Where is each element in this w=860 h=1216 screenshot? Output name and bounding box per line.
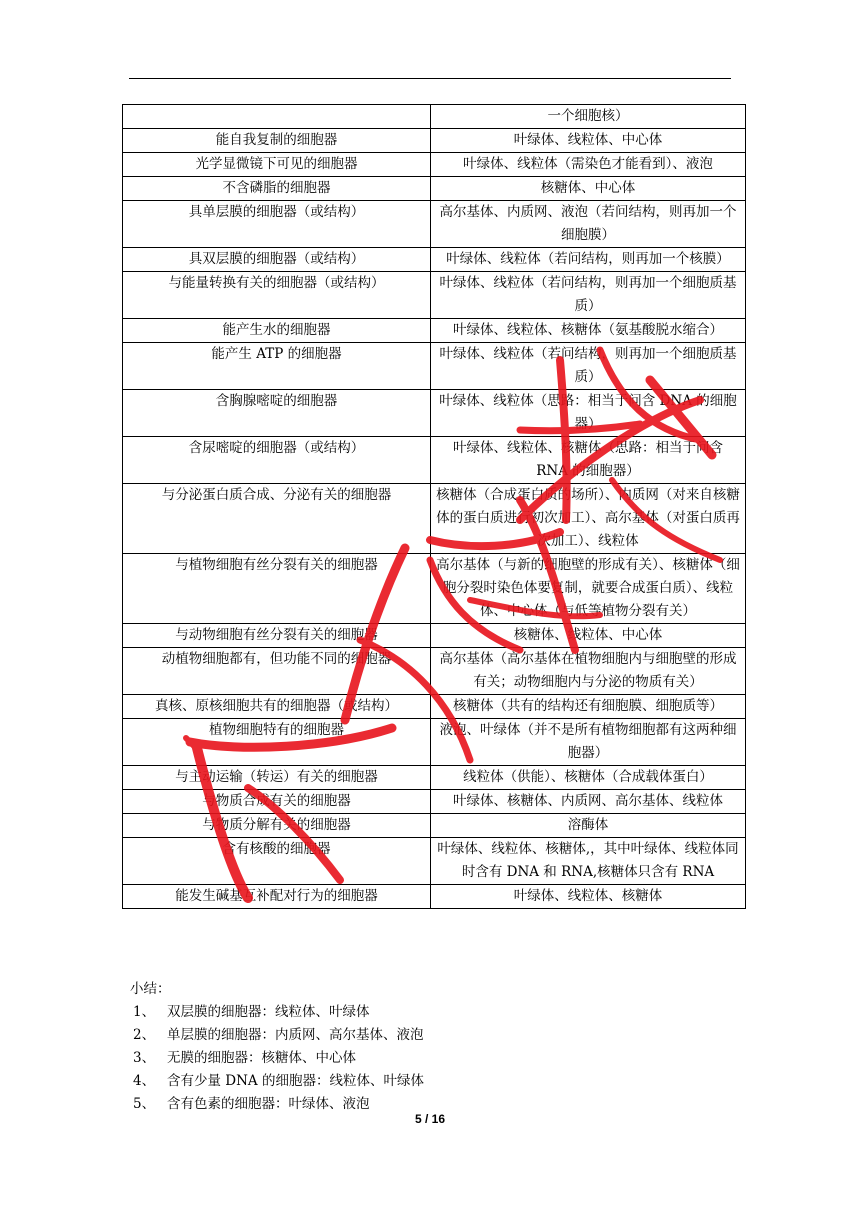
organelle-list-cell: 核糖体、线粒体、中心体 xyxy=(431,624,746,648)
organelle-list-cell: 高尔基体、内质网、液泡（若问结构，则再加一个细胞膜） xyxy=(431,201,746,248)
summary-section xyxy=(130,978,424,1116)
organelle-category-cell: 不含磷脂的细胞器 xyxy=(123,177,431,201)
organelle-category-cell: 具双层膜的细胞器（或结构） xyxy=(123,248,431,272)
organelle-category-cell: 与主动运输（转运）有关的细胞器 xyxy=(123,766,431,790)
summary-item-text: 单层膜的细胞器：内质网、高尔基体、液泡 xyxy=(167,1027,424,1043)
organelle-list-cell: 叶绿体、线粒体、核糖体 xyxy=(431,885,746,909)
organelle-list-cell: 叶绿体、线粒体（若问结构，则再加一个细胞质基质） xyxy=(431,272,746,319)
organelle-category-cell: 含有核酸的细胞器 xyxy=(123,838,431,885)
header-rule xyxy=(129,78,731,79)
table-row xyxy=(123,153,746,177)
organelle-list-cell: 核糖体、中心体 xyxy=(431,177,746,201)
table-row xyxy=(123,437,746,484)
organelle-category-cell: 与能量转换有关的细胞器（或结构） xyxy=(123,272,431,319)
organelle-category-cell: 植物细胞特有的细胞器 xyxy=(123,719,431,766)
table-row xyxy=(123,484,746,554)
summary-item-text: 无膜的细胞器：核糖体、中心体 xyxy=(167,1050,356,1066)
organelle-category-cell: 光学显微镜下可见的细胞器 xyxy=(123,153,431,177)
summary-item-text: 双层膜的细胞器：线粒体、叶绿体 xyxy=(167,1004,370,1020)
organelle-category-cell: 与分泌蛋白质合成、分泌有关的细胞器 xyxy=(123,484,431,554)
table-row xyxy=(123,766,746,790)
organelle-category-cell: 能发生碱基互补配对行为的细胞器 xyxy=(123,885,431,909)
table-row xyxy=(123,790,746,814)
organelle-category-cell: 能自我复制的细胞器 xyxy=(123,129,431,153)
organelle-category-cell: 能产生水的细胞器 xyxy=(123,319,431,343)
table-row xyxy=(123,129,746,153)
organelle-list-cell: 核糖体（合成蛋白质的场所）、内质网（对来自核糖体的蛋白质进行初次加工）、高尔基体（对蛋白质再次加工）、线粒体 xyxy=(431,484,746,554)
organelle-category-cell: 与物质分解有关的细胞器 xyxy=(123,814,431,838)
table-row xyxy=(123,105,746,129)
table-row xyxy=(123,201,746,248)
organelle-list-cell: 叶绿体、核糖体、内质网、高尔基体、线粒体 xyxy=(431,790,746,814)
summary-item-number: 2、 xyxy=(133,1027,156,1043)
organelle-category-cell: 具单层膜的细胞器（或结构） xyxy=(123,201,431,248)
summary-item-number: 4、 xyxy=(133,1073,156,1089)
organelle-table xyxy=(122,104,746,909)
table-row xyxy=(123,838,746,885)
organelle-list-cell: 叶绿体、线粒体、核糖体（思路：相当于问含 RNA 的细胞器） xyxy=(431,437,746,484)
table-row xyxy=(123,272,746,319)
summary-item-text: 含有色素的细胞器：叶绿体、液泡 xyxy=(167,1096,370,1112)
organelle-list-cell: 叶绿体、线粒体、核糖体（氨基酸脱水缩合） xyxy=(431,319,746,343)
organelle-list-cell: 叶绿体、线粒体（若问结构，则再加一个核膜） xyxy=(431,248,746,272)
organelle-list-cell: 高尔基体（高尔基体在植物细胞内与细胞壁的形成有关；动物细胞内与分泌的物质有关） xyxy=(431,648,746,695)
summary-item-text: 含有少量 DNA 的细胞器：线粒体、叶绿体 xyxy=(167,1073,424,1089)
summary-item-number: 5、 xyxy=(133,1096,156,1112)
table-row xyxy=(123,248,746,272)
organelle-list-cell: 液泡、叶绿体（并不是所有植物细胞都有这两种细胞器） xyxy=(431,719,746,766)
summary-title: 小结： xyxy=(130,981,171,997)
organelle-category-cell xyxy=(123,105,431,129)
table-row xyxy=(123,554,746,624)
organelle-category-cell: 与植物细胞有丝分裂有关的细胞器 xyxy=(123,554,431,624)
summary-item-number: 1、 xyxy=(133,1004,156,1020)
organelle-list-cell: 叶绿体、线粒体（若问结构，则再加一个细胞质基质） xyxy=(431,343,746,390)
organelle-list-cell: 溶酶体 xyxy=(431,814,746,838)
table-row xyxy=(123,624,746,648)
organelle-category-cell: 与动物细胞有丝分裂有关的细胞器 xyxy=(123,624,431,648)
organelle-category-cell: 含尿嘧啶的细胞器（或结构） xyxy=(123,437,431,484)
organelle-list-cell: 叶绿体、线粒体、核糖体,，其中叶绿体、线粒体同时含有 DNA 和 RNA,核糖体只含有 RNA xyxy=(431,838,746,885)
table-row xyxy=(123,343,746,390)
organelle-list-cell: 叶绿体、线粒体（需染色才能看到）、液泡 xyxy=(431,153,746,177)
table-row xyxy=(123,648,746,695)
table-row xyxy=(123,177,746,201)
organelle-list-cell: 叶绿体、线粒体、中心体 xyxy=(431,129,746,153)
organelle-list-cell: 核糖体（共有的结构还有细胞膜、细胞质等） xyxy=(431,695,746,719)
organelle-table-body xyxy=(123,105,746,909)
organelle-list-cell: 线粒体（供能）、核糖体（合成载体蛋白） xyxy=(431,766,746,790)
organelle-category-cell: 动植物细胞都有，但功能不同的细胞器 xyxy=(123,648,431,695)
table-row xyxy=(123,319,746,343)
organelle-list-cell: 一个细胞核） xyxy=(431,105,746,129)
summary-item-4 xyxy=(130,1070,424,1093)
table-row xyxy=(123,719,746,766)
summary-item-number: 3、 xyxy=(133,1050,156,1066)
organelle-list-cell: 高尔基体（与新的细胞壁的形成有关）、核糖体（细胞分裂时染色体要复制，就要合成蛋白质）、线粒体、中心体（与低等植物分裂有关） xyxy=(431,554,746,624)
table-row xyxy=(123,390,746,437)
organelle-category-cell: 真核、原核细胞共有的细胞器（或结构） xyxy=(123,695,431,719)
summary-item-1 xyxy=(130,1001,424,1024)
organelle-category-cell: 含胸腺嘧啶的细胞器 xyxy=(123,390,431,437)
table-row xyxy=(123,885,746,909)
page-number: 5 / 16 xyxy=(414,1112,446,1126)
table-row xyxy=(123,814,746,838)
organelle-category-cell: 与物质合成有关的细胞器 xyxy=(123,790,431,814)
summary-item-3 xyxy=(130,1047,424,1070)
organelle-list-cell: 叶绿体、线粒体（思路：相当于问含 DNA 的细胞器） xyxy=(431,390,746,437)
table-row xyxy=(123,695,746,719)
summary-item-2 xyxy=(130,1024,424,1047)
organelle-category-cell: 能产生 ATP 的细胞器 xyxy=(123,343,431,390)
